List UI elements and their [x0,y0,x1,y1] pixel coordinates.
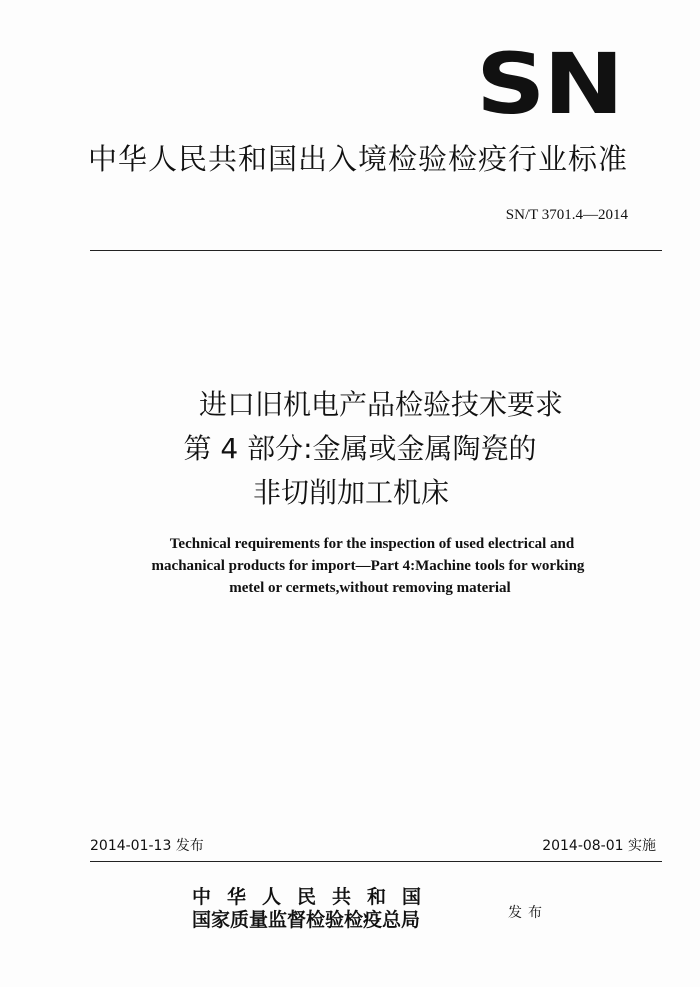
top-divider [90,250,662,251]
chinese-title [0,383,700,515]
sn-logo: SN [476,35,622,133]
publish-label: 发布 [508,905,548,921]
issue-date: 2014-01-13 发布 [90,838,204,854]
english-title-line-1: Technical requirements for the inspection of used electrical and [169,536,575,552]
implement-date: 2014-08-01 实施 [542,838,656,854]
english-title [0,533,700,599]
issuer-country: 中华人民共和国 [192,886,438,908]
chinese-title-line-3: 非切削加工机床 [252,476,449,509]
english-title-line-3: metel or cermets,without removing material [229,580,511,596]
issuer-block [192,886,437,932]
english-title-line-2: machanical products for import—Part 4:Machine tools for working [151,558,585,574]
standard-code: SN/T 3701.4—2014 [505,207,628,223]
issuer-agency: 国家质量监督检验检疫总局 [192,909,421,931]
chinese-title-line-2: 第 4 部分:金属或金属陶瓷的 [183,432,537,465]
org-title: 中华人民共和国出入境检验检疫行业标准 [88,142,629,176]
bottom-divider [90,861,662,862]
chinese-title-line-1: 进口旧机电产品检验技术要求 [198,388,563,421]
